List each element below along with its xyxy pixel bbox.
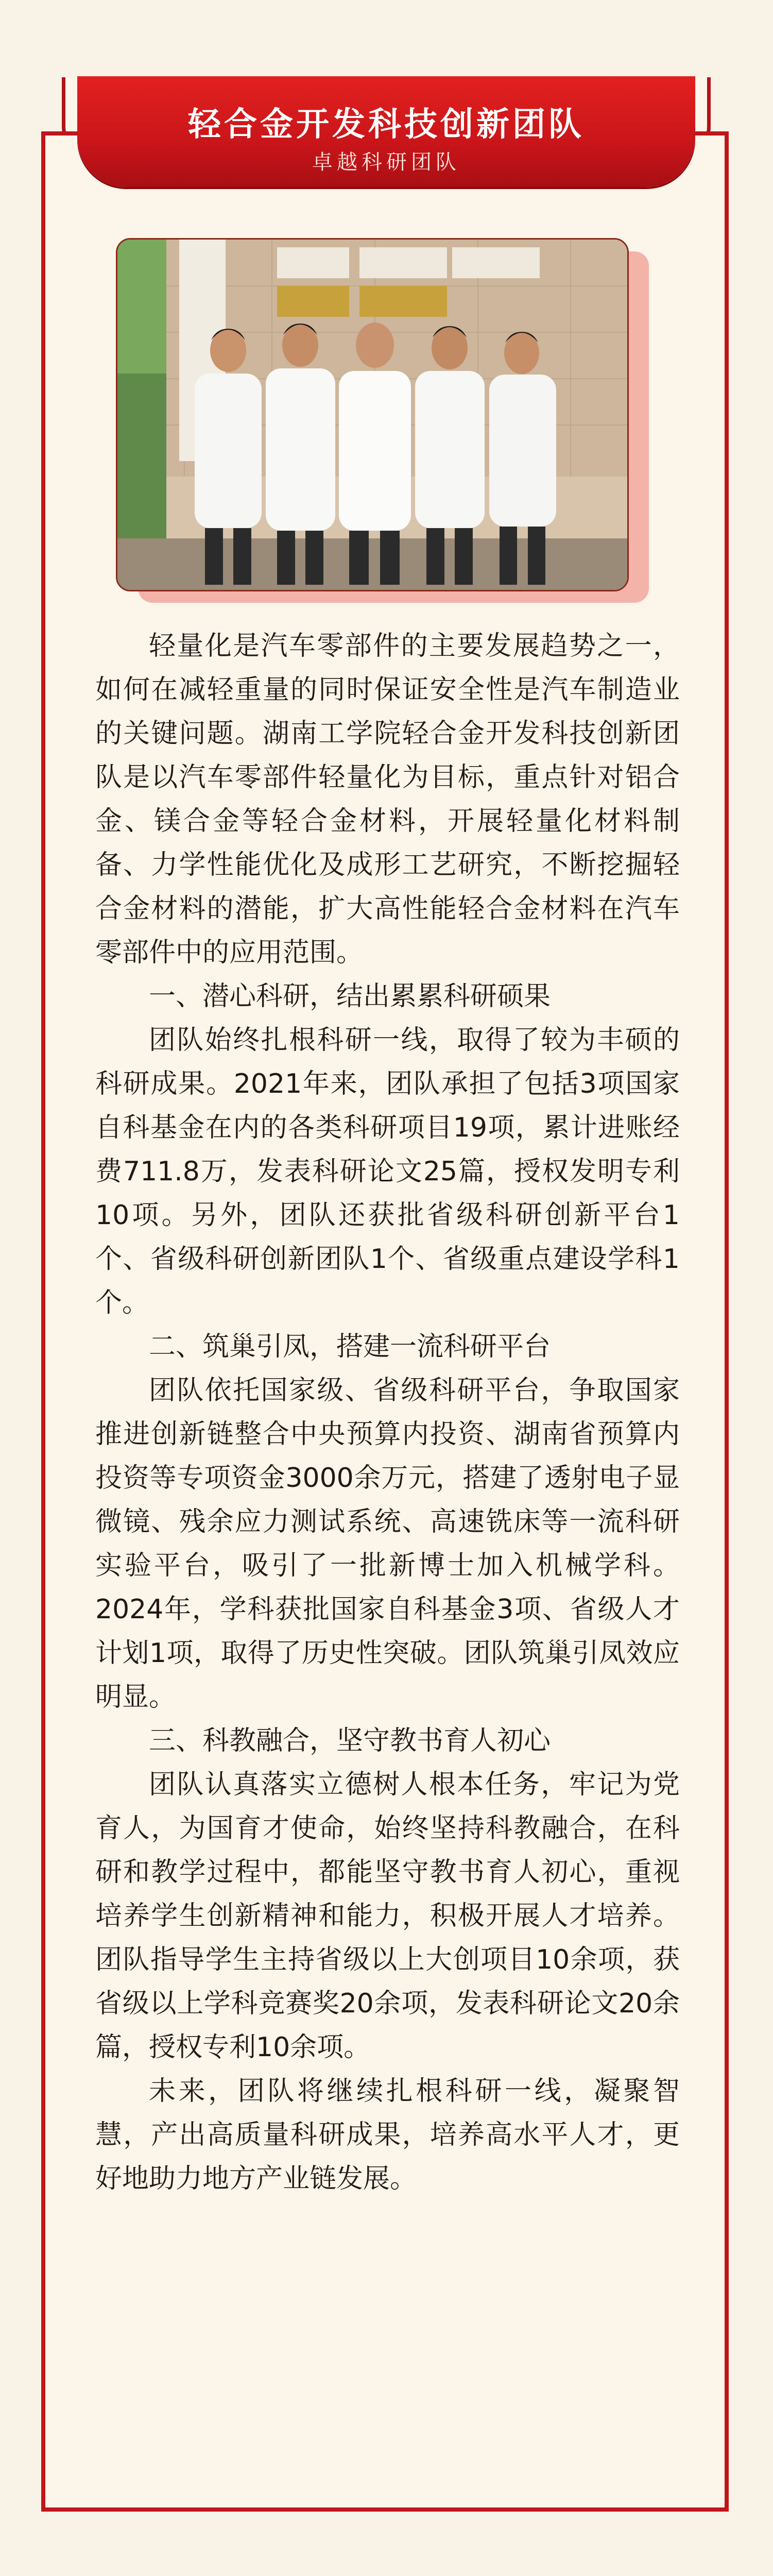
article-body <box>95 624 680 2201</box>
header-banner <box>77 76 695 187</box>
paragraph-education: 团队认真落实立德树人根本任务，牢记为党育人，为国育才使命，始终坚持科教融合，在科研和教学过程中，都能坚守教书育人初心，重视培养学生创新精神和能力，积极开展人才培养。团队指导学生主持省级以上大创项目10余项，获省级以上学科竞赛奖20余项，发表科研论文20余篇，授权专利10余项。 <box>95 1769 680 2063</box>
page-subtitle: 卓越科研团队 <box>312 150 460 174</box>
team-photo <box>116 238 629 591</box>
team-photo-icon <box>117 240 627 590</box>
section-heading-2: 二、筑巢引凤，搭建一流科研平台 <box>149 1331 551 1362</box>
paragraph-research: 团队始终扎根科研一线，取得了较为丰硕的科研成果。2021年来，团队承担了包括3项国家自科基金在内的各类科研项目19项，累计进账经费711.8万，发表科研论文25篇，授权发明专利10项。另外，团队还获批省级科研创新平台1个、省级科研创新团队1个、省级重点建设学科1个。 <box>95 1025 680 1318</box>
section-heading-1: 一、潜心科研，结出累累科研硕果 <box>149 981 551 1012</box>
section-heading-3: 三、科教融合，坚守教书育人初心 <box>149 1725 551 1756</box>
page-title: 轻合金开发科技创新团队 <box>188 106 585 144</box>
paragraph-intro: 轻量化是汽车零部件的主要发展趋势之一，如何在减轻重量的同时保证安全性是汽车制造业的关键问题。湖南工学院轻合金开发科技创新团队是以汽车零部件轻量化为目标，重点针对铝合金、镁合金等轻合金材料，开展轻量化材料制备、力学性能优化及成形工艺研究，不断挖掘轻合金材料的潜能，扩大高性能轻合金材料在汽车零部件中的应用范围。 <box>95 631 680 968</box>
paragraph-future: 未来，团队将继续扎根科研一线，凝聚智慧，产出高质量科研成果，培养高水平人才，更好地助力地方产业链发展。 <box>95 2076 680 2194</box>
paragraph-platform: 团队依托国家级、省级科研平台，争取国家推进创新链整合中央预算内投资、湖南省预算内投资等专项资金3000余万元，搭建了透射电子显微镜、残余应力测试系统、高速铣床等一流科研实验平台，吸引了一批新博士加入机械学科。2024年，学科获批国家自科基金3项、省级人才计划1项，取得了历史性突破。团队筑巢引凤效应明显。 <box>95 1375 680 1713</box>
